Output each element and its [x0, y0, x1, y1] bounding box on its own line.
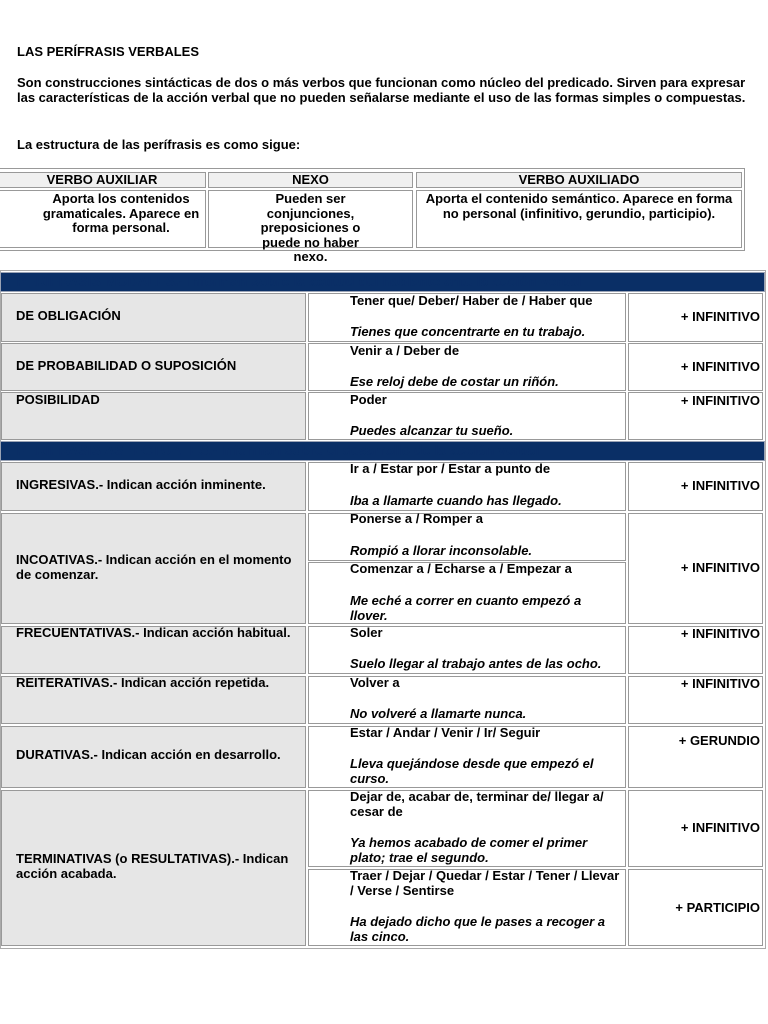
header-nexo: NEXO [208, 172, 413, 188]
suffix-probabilidad: + INFINITIVO [680, 359, 760, 374]
forms-posibilidad: Poder [350, 392, 387, 407]
header-verbo-auxiliado: VERBO AUXILIADO [416, 172, 742, 188]
cell-nexo: Pueden ser conjunciones, preposiciones o puede no haber nexo. [208, 190, 413, 248]
example-terminativas-b: Ha dejado dicho que le pases a recoger a las cinco. [350, 914, 606, 944]
category-obligacion: DE OBLIGACIÓN [16, 308, 121, 323]
suffix-terminativas-a: + INFINITIVO [680, 820, 760, 835]
page-title: LAS PERÍFRASIS VERBALES [17, 44, 200, 59]
category-ingresivas: INGRESIVAS.- Indican acción inminente. [16, 477, 266, 492]
example-durativas: Lleva quejándose desde que empezó el curso. [350, 756, 594, 786]
suffix-frecuentativas: + INFINITIVO [680, 626, 760, 641]
category-incoativas: INCOATIVAS.- Indican acción en el momento de comenzar. [16, 552, 292, 582]
suffix-ingresivas: + INFINITIVO [680, 478, 760, 493]
example-reiterativas: No volveré a llamarte nunca. [350, 706, 527, 721]
forms-ingresivas: Ir a / Estar por / Estar a punto de [350, 461, 551, 476]
forms-terminativas-b: Traer / Dejar / Quedar / Estar / Tener / Llevar / Verse / Sentirse [350, 868, 620, 898]
intro-paragraph: Son construcciones sintácticas de dos o más verbos que funcionan como núcleo del predicado. Sirven para expresar las características de la acción verbal que no pueden señalarse mediante el uso de las formas simples o compuestas. [17, 75, 746, 105]
cell-verbo-auxiliado: Aporta el contenido semántico. Aparece en forma no personal (infinitivo, gerundio, participio). [416, 190, 742, 248]
example-frecuentativas: Suelo llegar al trabajo antes de las ocho. [350, 656, 602, 671]
example-terminativas-a: Ya hemos acabado de comer el primer plato; trae el segundo. [350, 835, 588, 865]
forms-frecuentativas: Soler [350, 625, 383, 640]
category-durativas: DURATIVAS.- Indican acción en desarrollo. [16, 747, 281, 762]
category-posibilidad: POSIBILIDAD [16, 392, 100, 407]
category-frecuentativas: FRECUENTATIVAS.- Indican acción habitual. [16, 625, 291, 640]
forms-obligacion: Tener que/ Deber/ Haber de / Haber que [350, 293, 593, 308]
category-probabilidad: DE PROBABILIDAD O SUPOSICIÓN [16, 358, 237, 373]
example-posibilidad: Puedes alcanzar tu sueño. [350, 423, 514, 438]
suffix-incoativas: + INFINITIVO [680, 560, 760, 575]
forms-reiterativas: Volver a [350, 675, 400, 690]
suffix-terminativas-b: + PARTICIPIO [675, 900, 760, 915]
example-ingresivas: Iba a llamarte cuando has llegado. [350, 493, 562, 508]
suffix-obligacion: + INFINITIVO [680, 309, 760, 324]
example-incoativas-b: Me eché a correr en cuanto empezó a llover. [350, 593, 582, 623]
suffix-posibilidad: + INFINITIVO [680, 393, 760, 408]
forms-incoativas-b: Comenzar a / Echarse a / Empezar a [350, 561, 572, 576]
forms-probabilidad: Venir a / Deber de [350, 343, 460, 358]
category-reiterativas: REITERATIVAS.- Indican acción repetida. [16, 675, 270, 690]
example-incoativas-a: Rompió a llorar inconsolable. [350, 543, 533, 558]
example-probabilidad: Ese reloj debe de costar un riñón. [350, 374, 559, 389]
suffix-reiterativas: + INFINITIVO [680, 676, 760, 691]
aspectual-header: PERÍFRASIS ASPECTUALES.- Informan sobre el desarrollo de la acción verbal [0, 441, 765, 461]
structure-intro: La estructura de las perífrasis es como sigue: [17, 137, 301, 152]
forms-terminativas-a: Dejar de, acabar de, terminar de/ llegar a/ cesar de [350, 789, 604, 819]
forms-durativas: Estar / Andar / Venir / Ir/ Seguir [350, 725, 541, 740]
header-verbo-auxiliar: VERBO AUXILIAR [0, 172, 206, 188]
example-obligacion: Tienes que concentrarte en tu trabajo. [350, 324, 586, 339]
forms-incoativas-a: Ponerse a / Romper a [350, 511, 483, 526]
modal-header: PERÍFRASIS MODALES.- Informan sobre la actitud del hablante ante la acción verbal [0, 272, 765, 292]
cell-verbo-auxiliar: Aporta los contenidos gramaticales. Aparece en forma personal. [0, 190, 206, 248]
suffix-durativas: + GERUNDIO [678, 733, 760, 748]
category-terminativas: TERMINATIVAS (o RESULTATIVAS).- Indican acción acabada. [16, 851, 289, 881]
